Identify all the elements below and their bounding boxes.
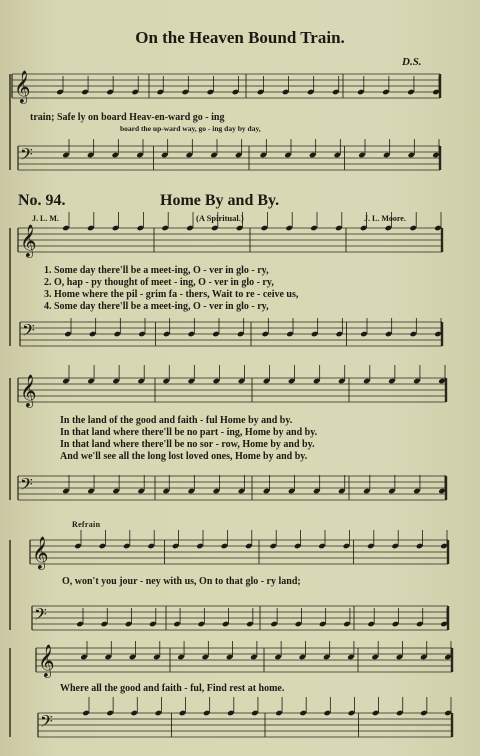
refrain-lyrics-1: O, won't you jour - ney with us, On to that glo - ry land; <box>62 576 301 587</box>
hymn-number: No. 94. <box>18 192 66 209</box>
bass-clef-icon: 𝄢 <box>22 320 35 344</box>
treble-clef-icon: 𝄞 <box>14 70 31 103</box>
verse-4-line-1: 4. Some day there'll be a meet-ing, O - ver in glo - ry, <box>44 301 269 312</box>
bass-clef-icon: 𝄢 <box>40 711 53 735</box>
treble-clef-icon: 𝄞 <box>20 224 37 257</box>
verse-1-line-2: In the land of the good and faith - ful Home by and by. <box>60 415 293 426</box>
ds-mark: D.S. <box>402 56 422 68</box>
treble-clef-icon: 𝄞 <box>32 536 49 569</box>
treble-clef-icon: 𝄞 <box>38 644 55 677</box>
verse-2-line-1: 2. O, hap - py thought of meet - ing, O - ver in glo - ry, <box>44 277 274 288</box>
verse-1-line-1: 1. Some day there'll be a meet-ing, O - ver in glo - ry, <box>44 265 269 276</box>
top-song-lyrics-2: board the up-ward way, go - ing day by day, <box>120 124 261 133</box>
verse-3-line-1: 3. Home where the pil - grim fa - thers, Wait to re - ceive us, <box>44 289 299 300</box>
refrain-lyrics-2: Where all the good and faith - ful, Find rest at home. <box>60 683 285 694</box>
bass-clef-icon: 𝄢 <box>20 474 33 498</box>
hymn-title: Home By and By. <box>160 192 280 209</box>
verse-4-line-2: And we'll see all the long lost loved ones, Home by and by. <box>60 451 308 462</box>
refrain-label: Refrain <box>72 520 101 529</box>
lyricist-credit: J. L. M. <box>32 214 59 223</box>
top-song-lyrics-1: train; Safe ly on board Heav-en-ward go - ing <box>30 112 225 123</box>
verse-2-line-2: In that land where there'll be no part - ing, Home by and by. <box>60 427 318 438</box>
composer-credit: J. L. Moore. <box>364 214 406 223</box>
bass-clef-icon: 𝄢 <box>20 144 33 168</box>
top-song-title: On the Heaven Bound Train. <box>135 28 345 47</box>
treble-clef-icon: 𝄞 <box>20 374 37 407</box>
bass-clef-icon: 𝄢 <box>34 604 47 628</box>
verse-3-line-2: In that land where there'll be no sor - row, Home by and by. <box>60 439 315 450</box>
hymn-subtitle: (A Spiritual.) <box>196 213 244 223</box>
